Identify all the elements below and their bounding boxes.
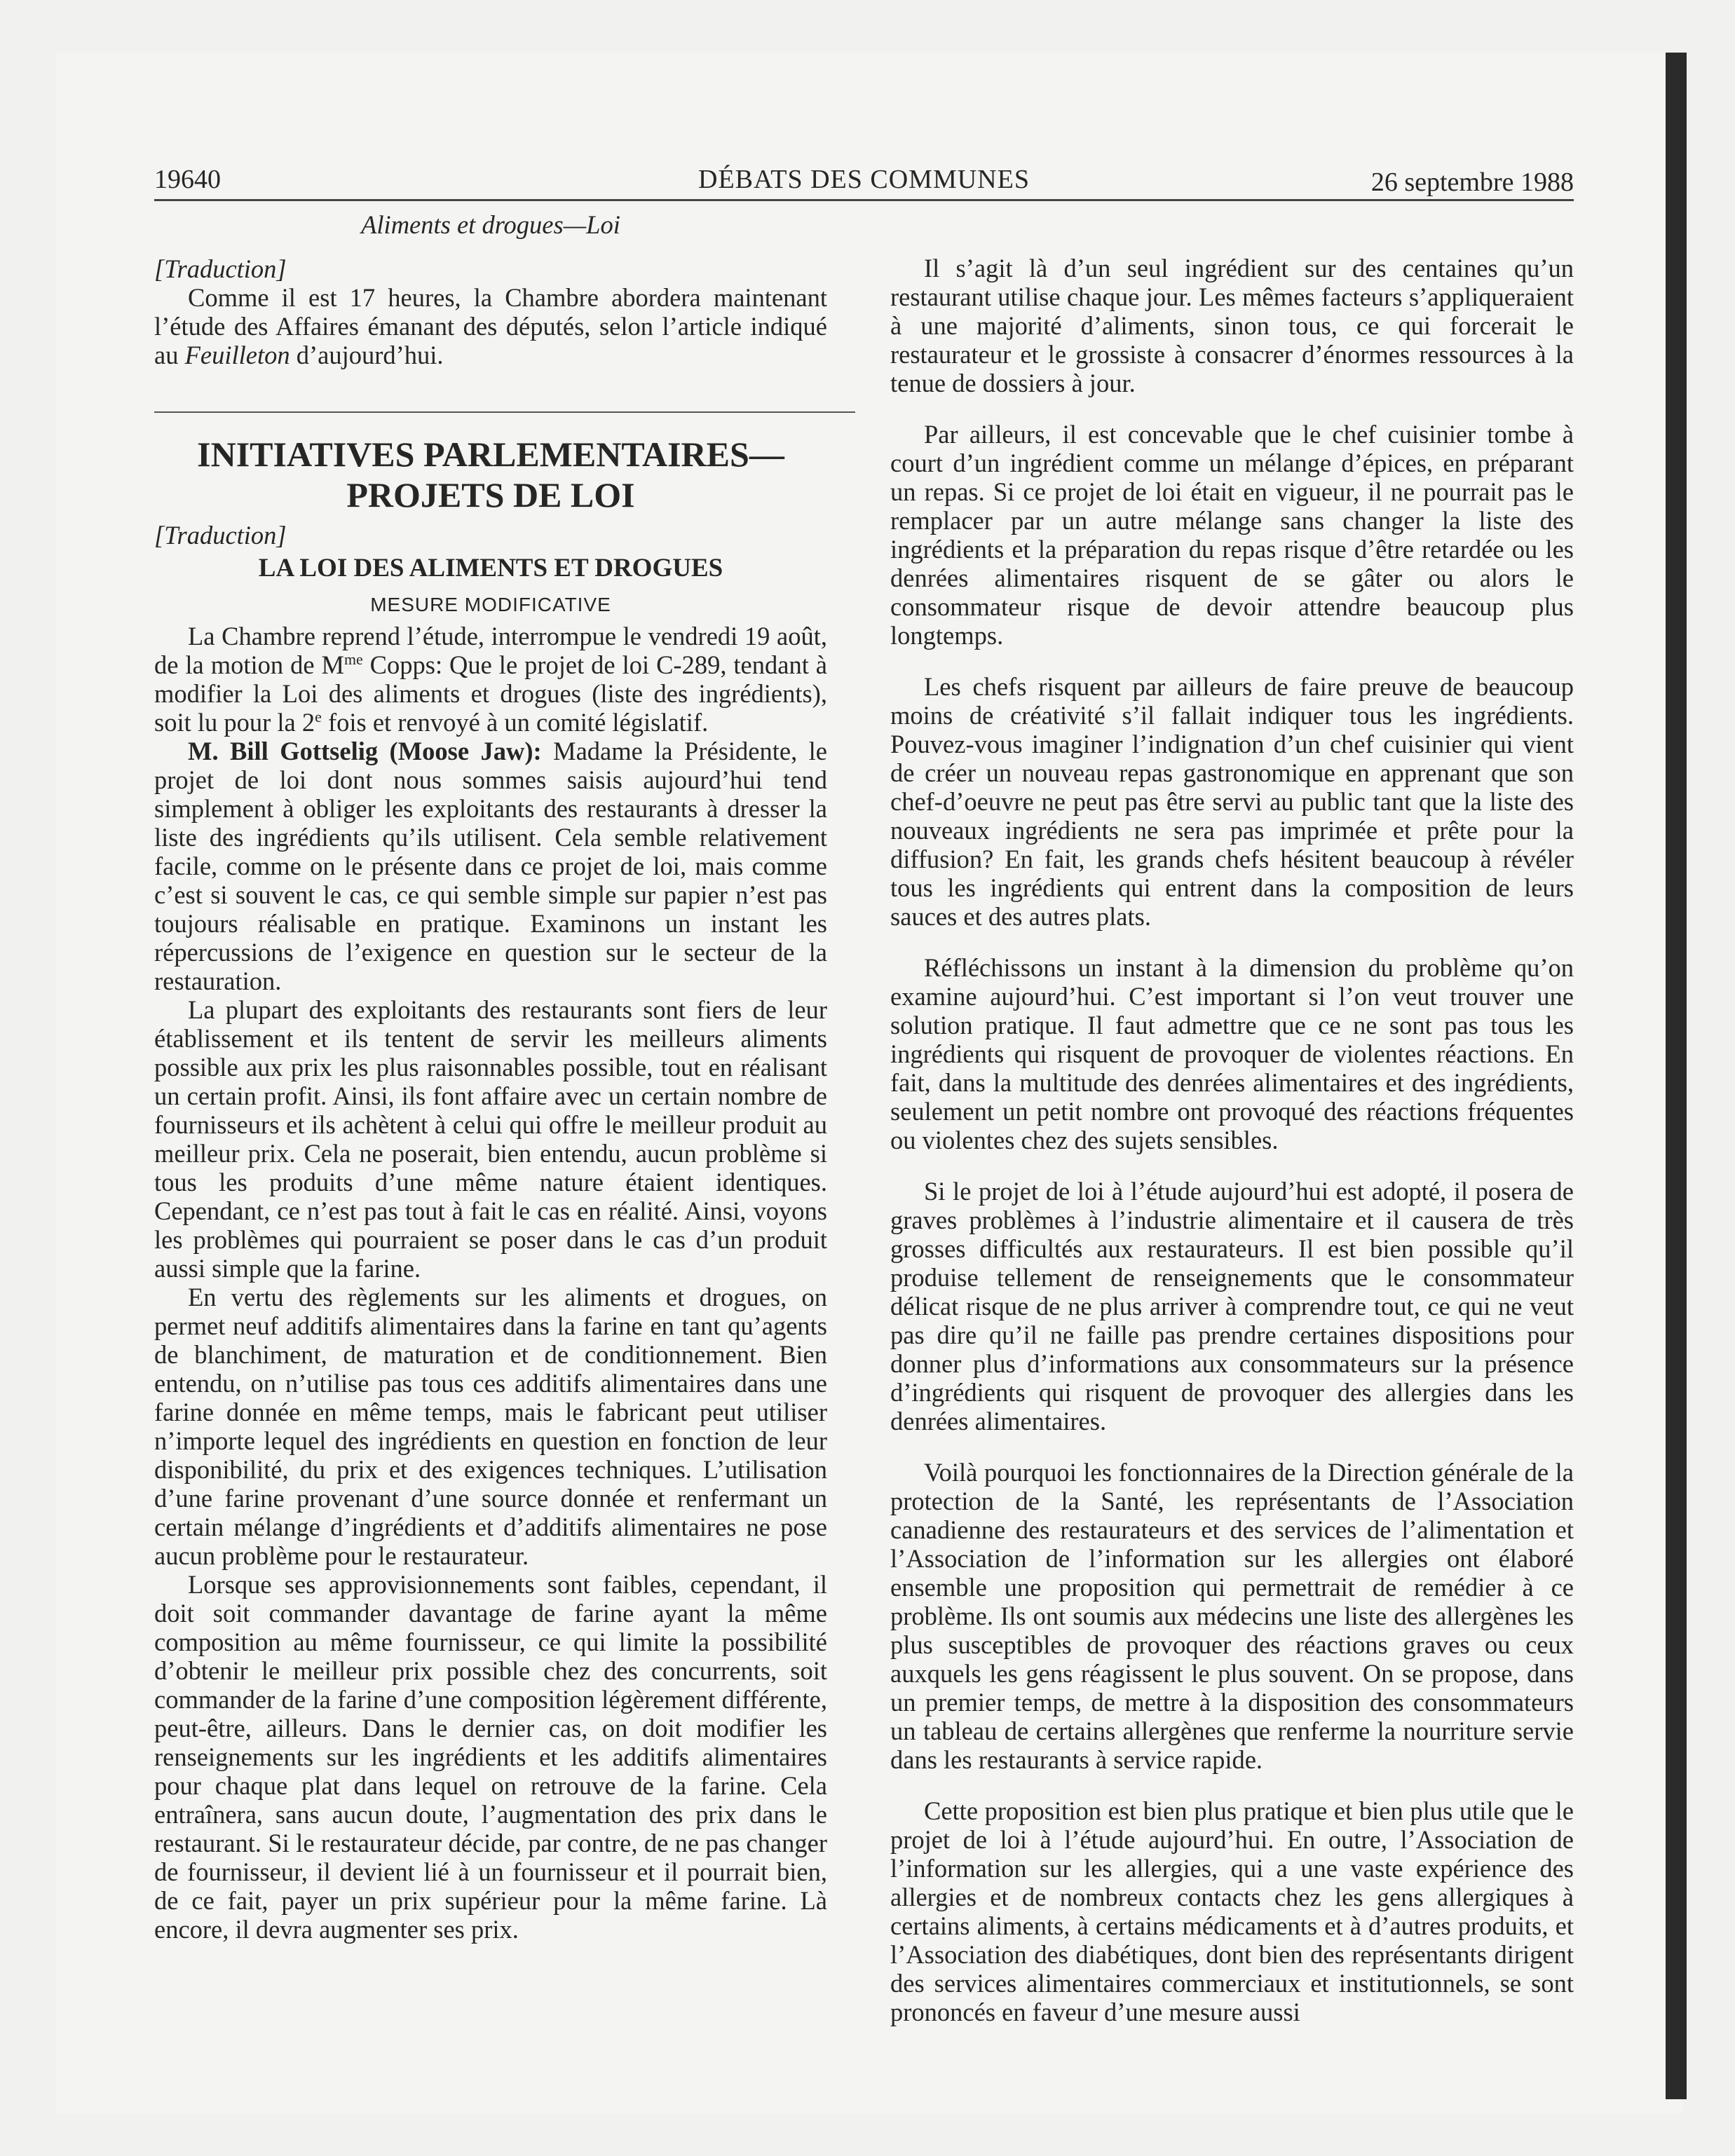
body-paragraph: Lorsque ses approvisionnements sont faibles, cependant, il doit soit commander davantage de farine ayant la même composition au même fournisseur, ce qui limite la possibilité d’obtenir le meilleur prix possible chez des concurrents, soit commander de la farine d’une composition légèrement différente, peut-être, ailleurs. Dans le dernier cas, on doit modifier les renseignements sur les ingrédients et les additifs alimentaires pour chaque plat dans lequel on retrouve de la farine. Cela entraînera, sans aucun doute, l’augmentation des prix dans le restaurant. Si le restaurateur décide, par contre, de ne pas changer de fournisseur, il devient lié à un fournisseur et il pourrait bien, de ce fait, payer un prix supérieur pour la même farine. Là encore, il devra augmenter ses prix.: [154, 1570, 827, 1944]
body-paragraph: En vertu des règlements sur les aliments et drogues, on permet neuf additifs alimentaires dans la farine en tant qu’agents de blanchiment, de maturation et de conditionnement. Bien entendu, on n’utilise pas tous ces additifs alimentaires dans une farine donnée en même temps, mais le fabricant peut utiliser n’importe lequel des ingrédients en question en fonction de leur disponibilité, du prix et des exigences techniques. L’utilisation d’une farine provenant d’une source donnée et renfermant un certain mélange d’ingrédients et d’additifs alimentaires ne pose aucun problème pour le restaurateur.: [154, 1283, 827, 1570]
publication-title: DÉBATS DES COMMUNES: [698, 165, 1030, 194]
traduction-tag-2: [Traduction]: [154, 521, 287, 550]
body-paragraph: Cette proposition est bien plus pratique et bien plus utile que le projet de loi à l’étude aujourd’hui. En outre, l’Association de l’information sur les allergies, qui a une vaste expérience des allergies et de nombreux contacts chez les gens allergiques à certains aliments, à certains médicaments et à d’autres produits, et l’Association des diabétiques, dont bien des représentants dirigent des services alimentaires commerciaux et institutionnels, se sont prononcés en faveur d’une mesure aussi: [890, 1796, 1574, 2026]
bill-subtitle: MESURE MODIFICATIVE: [370, 594, 611, 615]
bill-title: LA LOI DES ALIMENTS ET DROGUES: [258, 554, 723, 582]
left-column: [154, 210, 827, 1944]
intro-paragraph: Comme il est 17 heures, la Chambre abordera maintenant l’étude des Affaires émanant des députés, selon l’article indiqué au Feuilleton d’aujourd’hui.: [154, 283, 827, 369]
page-date: 26 septembre 1988: [1370, 168, 1574, 197]
body-paragraph: Par ailleurs, il est concevable que le chef cuisinier tombe à court d’un ingrédient comme un mélange d’épices, en préparant un repas. Si ce projet de loi était en vigueur, il ne pourrait pas le remplacer par un autre mélange sans changer la liste des ingrédients et la préparation du repas risque d’être retardée ou les denrées alimentaires risquent de se gâter ou alors le consommateur risque de devoir attendre beaucoup plus longtemps.: [890, 420, 1574, 650]
speech-paragraph: M. Bill Gottselig (Moose Jaw): Madame la Présidente, le projet de loi dont nous sommes saisis aujourd’hui tend simplement à obliger les exploitants des restaurants à dresser la liste des ingrédients qu’ils utilisent. Cela semble relativement facile, comme on le présente dans ce projet de loi, mais comme c’est si souvent le cas, ce qui semble simple sur papier n’est pas toujours réalisable en pratique. Examinons un instant les répercussions de l’exigence en question sur le secteur de la restauration.: [154, 737, 827, 995]
body-paragraph: Il s’agit là d’un seul ingrédient sur des centaines qu’un restaurant utilise chaque jour. Les mêmes facteurs s’appliqueraient à une majorité d’aliments, sinon tous, ce qui forcerait le restaurateur et le grossiste à consacrer d’énormes ressources à la tenue de dossiers à jour.: [890, 254, 1574, 397]
body-paragraph: Les chefs risquent par ailleurs de faire preuve de beaucoup moins de créativité s’il fallait indiquer tous les ingrédients. Pouvez-vous imaginer l’indignation d’un chef cuisinier qui vient de créer un nouveau repas gastronomique en apprenant que son chef-d’oeuvre ne peut pas être servi au public tant que la liste des nouveaux ingrédients ne sera pas imprimée et prête pour la diffusion? En fait, les grands chefs hésitent beaucoup à révéler tous les ingrédients qui entrent dans la composition de leurs sauces et des autres plats.: [890, 672, 1574, 931]
body-paragraph: Voilà pourquoi les fonctionnaires de la Direction générale de la protection de la Santé, les représentants de l’Association canadienne des restaurateurs et des services de l’alimentation et l’Association de l’information sur les allergies ont élaboré ensemble une proposition qui permettrait de remédier à ce problème. Ils ont soumis aux médecins une liste des allergènes les plus susceptibles de provoquer des réactions graves ou ceux auxquels les gens réagissent le plus souvent. On se propose, dans un premier temps, de mettre à la disposition des consommateurs un tableau de certains allergènes que renferme la nourriture servie dans les restaurants à service rapide.: [890, 1458, 1574, 1774]
running-head: Aliments et drogues—Loi: [361, 210, 620, 239]
feuilleton-italic: Feuilleton: [184, 341, 290, 369]
section-divider: [154, 411, 855, 413]
body-paragraph: Si le projet de loi à l’étude aujourd’hui est adopté, il posera de graves problèmes à l’industrie alimentaire et il causera de très grosses difficultés aux restaurateurs. Il est bien possible qu’il produise tellement de renseignements que le consommateur délicat risque de ne plus arriver à comprendre tout, ce qui ne veut pas dire qu’il ne faille pas prendre certaines dispositions pour donner plus d’informations aux consommateurs sur la présence d’ingrédients qui risquent de provoquer des allergies dans les denrées alimentaires.: [890, 1177, 1574, 1435]
page-number: 19640: [154, 165, 221, 194]
speaker-name: M. Bill Gottselig (Moose Jaw):: [188, 737, 542, 765]
body-paragraph: Réfléchissons un instant à la dimension du problème qu’on examine aujourd’hui. C’est important si l’on veut trouver une solution pratique. Il faut admettre que ce ne sont pas tous les ingrédients qui risquent de provoquer de violentes réactions. En fait, dans la multitude des denrées alimentaires et des ingrédients, seulement un petit nombre ont provoqué des réactions fréquentes ou violentes chez des sujets sensibles.: [890, 953, 1574, 1154]
body-paragraph: La plupart des exploitants des restaurants sont fiers de leur établissement et ils tentent de servir les meilleurs aliments possible aux prix les plus raisonnables possible, tout en réalisant un certain profit. Ainsi, ils font affaire avec un certain nombre de fournisseurs et ils achètent à celui qui offre le meilleur produit au meilleur prix. Cela ne poserait, bien entendu, aucun problème si tous les produits d’une même nature étaient identiques. Cependant, ce n’est pas tout à fait le cas en réalité. Ainsi, voyons les problèmes qui pourraient se poser dans le cas d’un produit aussi simple que la farine.: [154, 995, 827, 1283]
scan-edge-bar: [1666, 53, 1687, 2099]
page-header: [154, 163, 1574, 201]
section-title: INITIATIVES PARLEMENTAIRES— PROJETS DE LOI: [197, 435, 784, 514]
motion-paragraph: La Chambre reprend l’étude, interrompue le vendredi 19 août, de la motion de $M^{me}$ Copps: Que le projet de loi C-289, tendant à modifier la Loi des aliments et drogues (liste des ingrédients), soit lu pour la 2e fois et renvoyé à un comité législatif.: [154, 622, 827, 737]
traduction-tag: [Traduction]: [154, 254, 287, 283]
right-column: [890, 254, 1574, 2049]
